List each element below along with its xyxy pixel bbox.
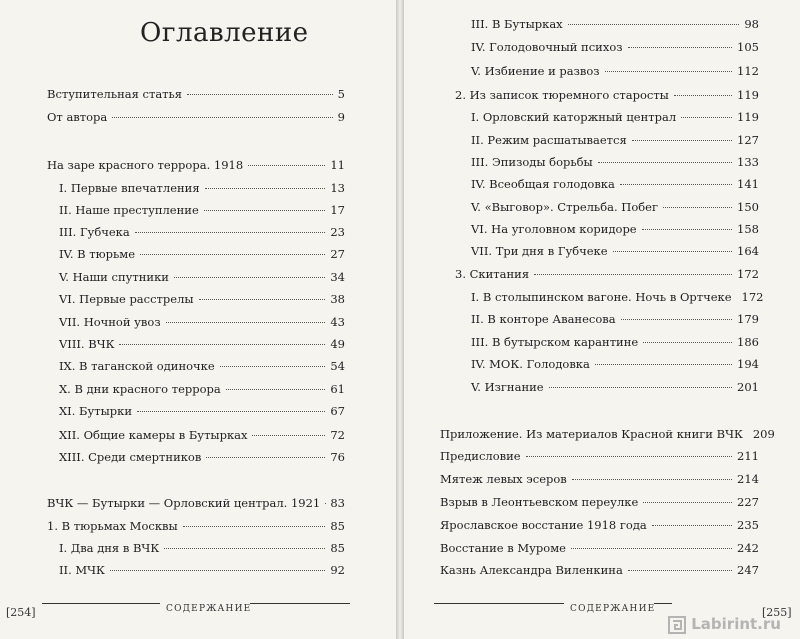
toc-entry-label: VII. Ночной увоз xyxy=(59,315,161,329)
toc-entry-page: 150 xyxy=(737,200,759,214)
toc-entry-page: 235 xyxy=(737,518,759,532)
toc-entry xyxy=(47,87,345,105)
toc-entry-page: 119 xyxy=(737,88,759,102)
toc-entry-page: 76 xyxy=(330,450,345,464)
toc-entry xyxy=(59,541,345,559)
toc-entry-page: 211 xyxy=(737,449,759,463)
toc-entry-page: 27 xyxy=(330,247,345,261)
toc-entry xyxy=(471,133,759,151)
leader-dots xyxy=(140,254,325,255)
toc-entry-label: II. Режим расшатывается xyxy=(471,133,627,147)
toc-entry-page: 214 xyxy=(737,472,759,486)
toc-entry-page: 67 xyxy=(330,404,345,418)
leader-dots xyxy=(628,570,732,571)
toc-entry-label: I. В столыпинском вагоне. Ночь в Ортчеке xyxy=(471,290,732,304)
toc-entry xyxy=(59,292,345,310)
toc-entry xyxy=(59,315,345,333)
toc-entry xyxy=(440,518,759,536)
toc-entry xyxy=(471,155,759,173)
toc-entry-label: Вступительная статья xyxy=(47,87,183,101)
toc-entry xyxy=(59,203,345,221)
toc-entry xyxy=(440,495,759,513)
toc-entry xyxy=(471,222,759,240)
book-gutter xyxy=(396,0,404,639)
toc-entry-page: 72 xyxy=(330,428,345,442)
leader-dots xyxy=(166,322,326,323)
toc-title: Оглавление xyxy=(140,18,309,48)
footer-rule-right-a xyxy=(434,603,564,604)
toc-entry-label: VI. На уголовном коридоре xyxy=(471,222,637,236)
toc-entry xyxy=(59,428,345,446)
toc-entry-page: 23 xyxy=(330,225,345,239)
toc-entry-page: 119 xyxy=(737,110,759,124)
toc-entry-page: 158 xyxy=(737,222,759,236)
toc-entry xyxy=(471,200,759,218)
toc-entry-page: 98 xyxy=(744,17,759,31)
toc-entry xyxy=(471,290,764,308)
leader-dots xyxy=(643,342,732,343)
leader-dots xyxy=(571,548,732,549)
leader-dots xyxy=(112,117,332,118)
toc-entry xyxy=(59,563,345,581)
leader-dots xyxy=(652,525,732,526)
toc-entry-label: XI. Бутырки xyxy=(59,404,132,418)
leader-dots xyxy=(549,387,732,388)
toc-entry-page: 247 xyxy=(737,563,759,577)
toc-entry-page: 83 xyxy=(330,496,345,510)
leader-dots xyxy=(568,24,740,25)
toc-entry-label: IV. Голодовочный психоз xyxy=(471,40,623,54)
leader-dots xyxy=(613,251,733,252)
toc-entry-label: Восстание в Муроме xyxy=(440,541,566,555)
toc-entry xyxy=(471,357,759,375)
toc-entry-label: III. В бутырском карантине xyxy=(471,335,639,349)
toc-entry-label: IV. В тюрьме xyxy=(59,247,136,261)
toc-entry-label: Взрыв в Леонтьевском переулке xyxy=(440,495,639,509)
toc-entry-page: 54 xyxy=(330,359,345,373)
running-footer: СОДЕРЖАНИЕ xyxy=(166,604,252,614)
toc-entry-page: 127 xyxy=(737,133,759,147)
toc-entry-page: 227 xyxy=(737,495,759,509)
toc-entry-label: III. Эпизоды борьбы xyxy=(471,155,593,169)
toc-entry xyxy=(471,177,759,195)
toc-entry-page: 141 xyxy=(737,177,759,191)
toc-entry-label: Приложение. Из материалов Красной книги ВЧК xyxy=(440,427,743,441)
leader-dots xyxy=(137,411,325,412)
toc-entry xyxy=(59,450,345,468)
toc-entry-label: VII. Три дня в Губчеке xyxy=(471,244,608,258)
toc-entry-label: II. МЧК xyxy=(59,563,105,577)
toc-entry-label: IV. Всеобщая голодовка xyxy=(471,177,615,191)
toc-entry-page: 61 xyxy=(330,382,345,396)
toc-entry xyxy=(471,335,759,353)
toc-entry-page: 172 xyxy=(741,290,764,304)
toc-entry-page: 13 xyxy=(330,181,345,195)
footer-rule-left-a xyxy=(42,603,160,604)
page-number: [254] xyxy=(6,606,36,619)
toc-entry-label: V. Изгнание xyxy=(471,380,544,394)
toc-entry xyxy=(47,496,345,514)
toc-entry-page: 85 xyxy=(330,541,345,555)
toc-entry-label: X. В дни красного террора xyxy=(59,382,221,396)
toc-entry-page: 17 xyxy=(330,203,345,217)
toc-entry xyxy=(455,88,759,106)
toc-entry-label: Казнь Александра Виленкина xyxy=(440,563,623,577)
toc-entry-label: I. Два дня в ВЧК xyxy=(59,541,160,555)
toc-entry-page: 194 xyxy=(737,357,759,371)
leader-dots xyxy=(595,364,732,365)
watermark xyxy=(668,615,788,637)
toc-entry xyxy=(59,181,345,199)
toc-entry-page: 5 xyxy=(337,87,345,101)
toc-entry-label: III. Губчека xyxy=(59,225,130,239)
toc-entry xyxy=(59,270,345,288)
leader-dots xyxy=(632,140,732,141)
toc-entry xyxy=(59,225,345,243)
toc-entry-page: 34 xyxy=(330,270,345,284)
running-footer: СОДЕРЖАНИЕ xyxy=(570,604,656,614)
toc-entry-label: VIII. ВЧК xyxy=(59,337,115,351)
toc-entry xyxy=(59,247,345,265)
toc-entry-label: III. В Бутырках xyxy=(471,17,563,31)
toc-entry xyxy=(471,312,759,330)
leader-dots xyxy=(248,165,325,166)
leader-dots xyxy=(534,274,732,275)
toc-entry-page: 11 xyxy=(330,158,345,172)
toc-entry-page: 92 xyxy=(330,563,345,577)
toc-entry-label: XIII. Среди смертников xyxy=(59,450,202,464)
toc-entry-page: 85 xyxy=(330,519,345,533)
toc-entry-page: 105 xyxy=(737,40,759,54)
toc-entry-label: Мятеж левых эсеров xyxy=(440,472,567,486)
leader-dots xyxy=(628,47,733,48)
leader-dots xyxy=(674,95,732,96)
toc-entry-label: IX. В таганской одиночке xyxy=(59,359,215,373)
leader-dots xyxy=(642,229,732,230)
toc-entry-page: 242 xyxy=(737,541,759,555)
leader-dots xyxy=(204,210,326,211)
watermark-text: Labirint.ru xyxy=(691,615,781,633)
toc-entry-page: 209 xyxy=(752,427,775,441)
leader-dots xyxy=(572,479,732,480)
leader-dots xyxy=(199,299,326,300)
toc-entry-page: 133 xyxy=(737,155,759,169)
toc-entry xyxy=(59,337,345,355)
footer-rule-right-b xyxy=(654,603,672,604)
toc-entry xyxy=(471,17,759,35)
toc-entry-page: 49 xyxy=(330,337,345,351)
leader-dots xyxy=(187,94,333,95)
toc-entry xyxy=(471,110,759,128)
leader-dots xyxy=(220,366,326,367)
toc-entry-label: 3. Скитания xyxy=(455,267,530,281)
leader-dots xyxy=(174,277,325,278)
leader-dots xyxy=(681,117,732,118)
toc-entry xyxy=(471,244,759,262)
leader-dots xyxy=(605,71,732,72)
toc-entry-label: 2. Из записок тюремного старосты xyxy=(455,88,669,102)
leader-dots xyxy=(205,188,326,189)
leader-dots xyxy=(119,344,325,345)
leader-dots xyxy=(206,457,325,458)
toc-entry-label: Предисловие xyxy=(440,449,521,463)
toc-entry xyxy=(471,40,759,58)
page-number: [255] xyxy=(762,606,792,619)
toc-entry xyxy=(47,519,345,537)
toc-entry xyxy=(47,158,345,176)
toc-entry xyxy=(59,404,345,422)
toc-entry-label: VI. Первые расстрелы xyxy=(59,292,194,306)
labyrinth-logo-icon xyxy=(668,616,686,634)
leader-dots xyxy=(183,526,326,527)
toc-entry-label: XII. Общие камеры в Бутырках xyxy=(59,428,248,442)
toc-entry xyxy=(47,110,345,128)
toc-entry-label: 1. В тюрьмах Москвы xyxy=(47,519,178,533)
toc-entry-label: От автора xyxy=(47,110,108,124)
left-page xyxy=(0,0,396,639)
toc-entry-label: V. Наши спутники xyxy=(59,270,169,284)
toc-entry-label: I. Орловский каторжный централ xyxy=(471,110,677,124)
toc-entry-page: 112 xyxy=(737,64,759,78)
toc-entry xyxy=(440,427,775,445)
toc-entry xyxy=(59,382,345,400)
toc-entry xyxy=(471,64,759,82)
toc-entry-label: V. Избиение и развоз xyxy=(471,64,600,78)
toc-list-left xyxy=(0,0,396,600)
toc-entry xyxy=(455,267,759,285)
toc-entry-page: 9 xyxy=(337,110,345,124)
toc-entry-label: IV. МОК. Голодовка xyxy=(471,357,590,371)
leader-dots xyxy=(598,162,732,163)
toc-entry xyxy=(59,359,345,377)
leader-dots xyxy=(135,232,326,233)
toc-entry-page: 179 xyxy=(737,312,759,326)
leader-dots xyxy=(620,184,732,185)
leader-dots xyxy=(252,435,325,436)
toc-entry-page: 43 xyxy=(330,315,345,329)
leader-dots xyxy=(663,207,732,208)
toc-entry-label: II. Наше преступление xyxy=(59,203,199,217)
toc-entry-page: 186 xyxy=(737,335,759,349)
right-page xyxy=(404,0,800,639)
toc-entry-page: 38 xyxy=(330,292,345,306)
toc-entry-label: V. «Выговор». Стрельба. Побег xyxy=(471,200,658,214)
toc-entry xyxy=(440,563,759,581)
toc-entry-label: II. В конторе Аванесова xyxy=(471,312,616,326)
toc-entry xyxy=(440,541,759,559)
toc-entry-label: ВЧК — Бутырки — Орловский централ. 1921 xyxy=(47,496,321,510)
toc-entry-label: Ярославское восстание 1918 года xyxy=(440,518,647,532)
leader-dots xyxy=(164,548,325,549)
footer-rule-left-b xyxy=(250,603,350,604)
leader-dots xyxy=(110,570,325,571)
toc-entry-label: На заре красного террора. 1918 xyxy=(47,158,244,172)
leader-dots xyxy=(226,389,326,390)
toc-entry xyxy=(440,472,759,490)
toc-entry-label: I. Первые впечатления xyxy=(59,181,200,195)
toc-entry-page: 164 xyxy=(737,244,759,258)
toc-entry-page: 172 xyxy=(737,267,759,281)
toc-entry xyxy=(471,380,759,398)
leader-dots xyxy=(643,502,732,503)
toc-entry xyxy=(440,449,759,467)
toc-list-right xyxy=(404,0,800,600)
leader-dots xyxy=(526,456,732,457)
leader-dots xyxy=(621,319,732,320)
toc-entry-page: 201 xyxy=(737,380,759,394)
